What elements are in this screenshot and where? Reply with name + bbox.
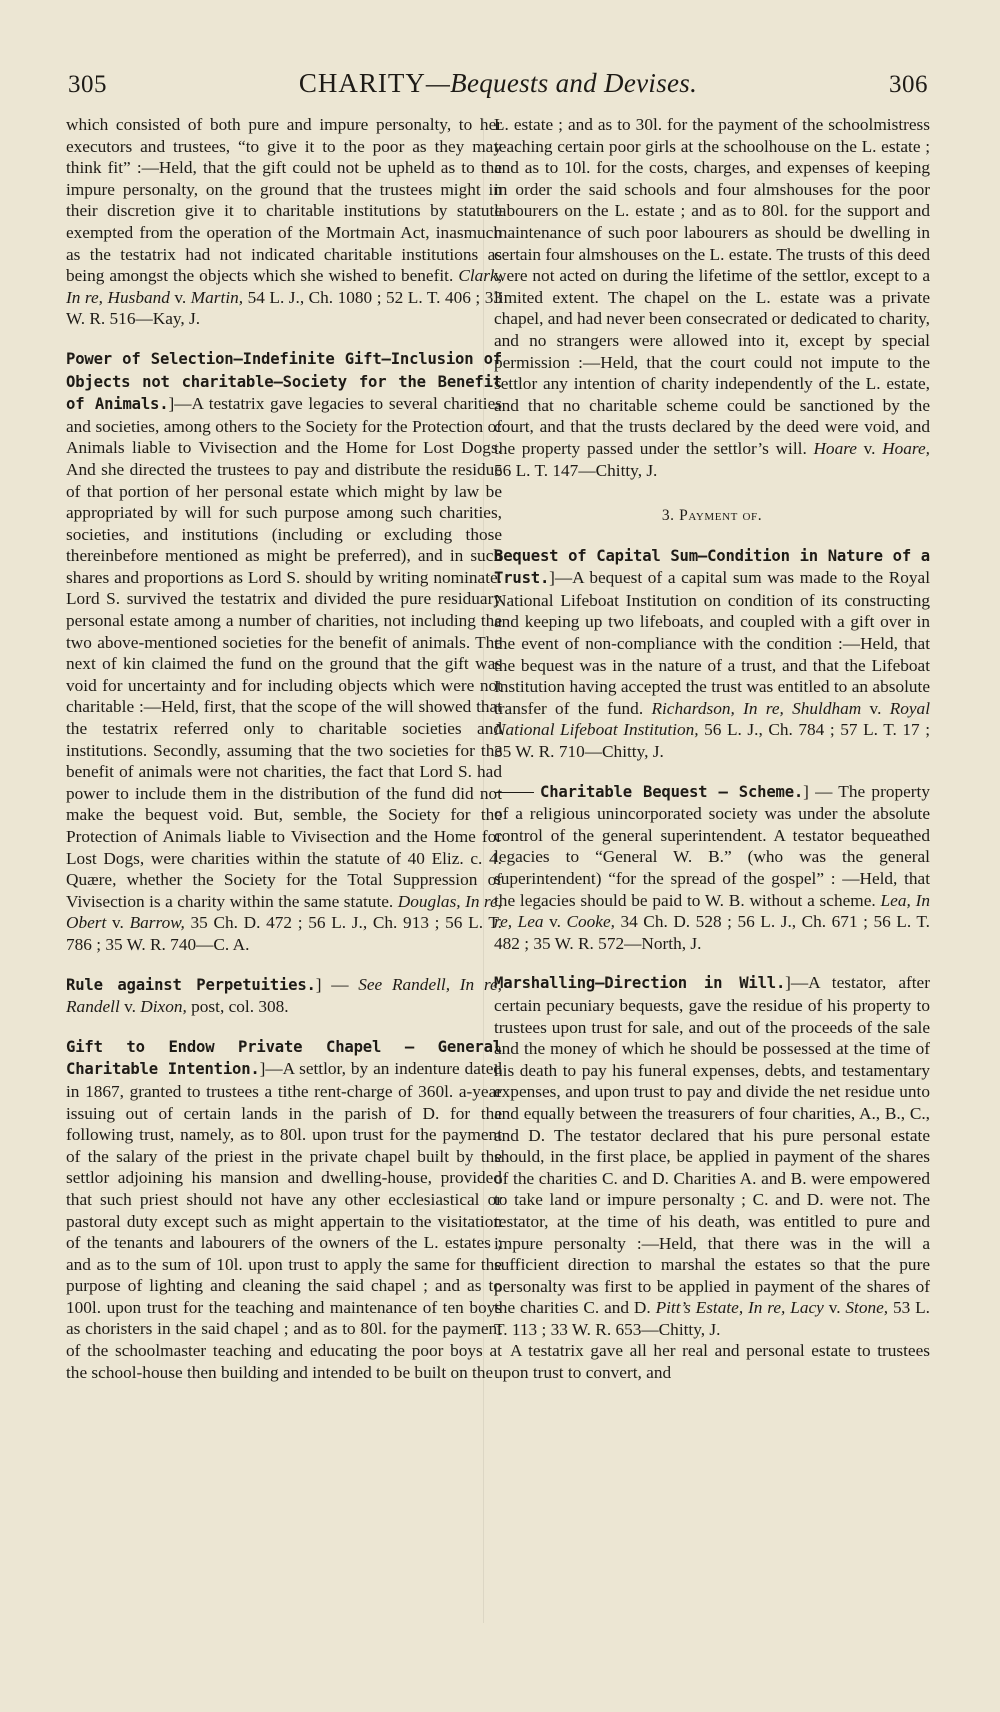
- cross-reference: See Randell, In re, Randell: [66, 974, 502, 1017]
- paragraph-marshalling: [494, 972, 930, 1340]
- paragraph-text: L. estate ; and as to 30l. for the payment of the schoolmistress teaching certain poor girls at the schoolhouse on the L. estate ; and as to 10l. for the costs, charges, and expenses of keeping in order the said schools and four almshouses for the poor labourers on the L. estate ; and as to 80l. for the support and maintenance of such poor labourers as should be dwelling in certain four almshouses on the L. estate. The trusts of this deed were not acted on during the lifetime of the settlor, except to a limited extent. The chapel on the L. estate was a private chapel, and had never been consecrated or dedicated to charity, and no strangers were allowed into it, except by special permission :—Held, that the court could not impute to the settlor any intention of charity independently of the L. estate, and that no charitable scheme could be sanctioned by the court, and that the trusts declared by the deed were void, and the property passed under the settlor’s will.: [494, 115, 930, 458]
- case-name: Barrow,: [129, 913, 185, 933]
- paragraph-text: ]—A bequest of a capital sum was made to the Royal National Lifeboat Institution on condition of its constructing and keeping up two lifeboats, and coupled with a gift over in the event of non-compliance with the condition :—Held, that the bequest was in the nature of a trust, and that the Lifeboat Institution having accepted the trust was entitled to an absolute transfer of the fund.: [494, 568, 930, 718]
- case-name: Hoare: [813, 438, 857, 458]
- paragraph-text: which consisted of both pure and impure personalty, to her executors and trustees, “to give it to the poor as they may think fit” :—Held, that the gift could not be upheld as to the impure personalty, on the ground that the trustees might in their discretion give it to charitable institutions by statute exempted from the operation of the Mortmain Act, inasmuch as the testatrix had not indicated charitable institutions as being amongst the objects which she wished to benefit.: [66, 115, 502, 286]
- versus: v.: [169, 287, 191, 307]
- cross-reference-location: post, col. 308.: [186, 997, 289, 1017]
- case-name: Dixon,: [140, 997, 187, 1017]
- paragraph-perpetuities: [66, 974, 502, 1018]
- case-name: Hoare,: [882, 438, 930, 458]
- versus: v.: [823, 1298, 846, 1318]
- paragraph-text: ]—A testatrix gave legacies to several charities and societies, among others to the Society for the Protection of Animals liable to Vivisection and the Home for Lost Dogs. And she directed the trustees to pay and distribute the residue of that portion of her personal estate which might by law be appropriated by will for such purpose among such charities, societies, and institutions (including or excluding those thereinbefore mentioned as might be preferred), and in such shares and proportions as Lord S. should by writing nominate. Lord S. survived the testatrix and divided the pure residuary personal estate among a number of charities, not including the two above-mentioned societies for the benefit of animals. The next of kin claimed the fund on the ground that the gift was void for uncertainty and for including objects which were not charitable :—Held, first, that the scope of the will showed that the testatrix referred only to charitable societies and institutions. Secondly, assuming that the two societies for the benefit of animals were not charities, the fact that Lord S. had power to include them in the distribution of the fund did not make the bequest void. But, semble, the Society for the Protection of Animals liable to Vivisection and the Home for Lost Dogs, were charities within the statute of 40 Eliz. c. 4. Quære, whether the Society for the Total Suppression of Vivisection is a charity within the same statute.: [66, 394, 502, 911]
- entry-heading: Gift to Endow Private Chapel — General Charitable Intention.: [66, 1037, 502, 1079]
- paragraph-hoare: [494, 114, 930, 481]
- citation: 56 L. T. 147—Chitty, J.: [494, 460, 658, 480]
- entry-heading: Power of Selection—Indefinite Gift—Inclusion of Objects not charitable—Society for the Benefit of Animals.: [66, 349, 502, 414]
- title-sub: —Bequests and Devises.: [425, 68, 698, 98]
- paragraph-richardson: [494, 545, 930, 763]
- right-page-number: 306: [889, 71, 928, 98]
- left-column: [66, 114, 502, 1383]
- versus: v.: [856, 438, 883, 458]
- section-heading: 3. Payment of.: [661, 507, 763, 525]
- case-name: Richardson, In re, Shuldham: [651, 698, 862, 718]
- citation: 56 L. J., Ch. 784 ; 57 L. T. 17 ; 35 W. R. 710—Chitty, J.: [494, 720, 930, 762]
- case-name: Clark, In re, Husband: [66, 266, 503, 307]
- case-name: Douglas, In re, Obert: [66, 891, 502, 933]
- paragraph-text: ]—A settlor, by an indenture dated in 1867, granted to trustees a tithe rent-charge of 360l. a-year issuing out of certain lands in the parish of D. for the following trust, namely, as to 80l. upon trust for the payment of the salary of the priest in the private chapel built by the settlor adjoining his mansion and dwelling-house, provided that such priest should not have any other ecclesiastical or pastoral duty except such as might appertain to the visitation of the tenants and labourers of the owners of the L. estates ; and as to the sum of 10l. upon trust to apply the same for the purpose of lighting and cleaning the said chapel ; and as to 100l. upon trust for the teaching and maintenance of ten boys as choristers in the said chapel ; and as to 80l. for the payment of the schoolmaster teaching and educating the poor boys at the school-house then building and intended to be built on the: [66, 1059, 503, 1382]
- case-name: Stone,: [845, 1298, 889, 1318]
- versus: v.: [861, 698, 890, 718]
- ditto-rule: [494, 792, 534, 793]
- right-column: [494, 114, 930, 1384]
- title-main: CHARITY: [298, 68, 426, 98]
- citation: 53 L. T. 113 ; 33 W. R. 653—Chitty, J.: [494, 1298, 931, 1339]
- paragraph-lea: [494, 781, 930, 955]
- entry-heading: Charitable Bequest — Scheme.: [540, 782, 804, 801]
- versus: v.: [119, 997, 141, 1017]
- case-name: Lea, In re, Lea: [494, 890, 930, 932]
- citation: 35 Ch. D. 472 ; 56 L. J., Ch. 913 ; 56 L. T. 786 ; 35 W. R. 740—C. A.: [66, 913, 502, 954]
- running-header: [68, 68, 928, 114]
- entry-heading: Bequest of Capital Sum—Condition in Nature of a Trust.: [494, 546, 930, 588]
- paragraph-text: ]—A testator, after certain pecuniary bequests, gave the residue of his property to trustees upon trust for sale, and out of the proceeds of the sale and the money of which he should be possessed at the time of his death to pay his funeral expenses, debts, and testamentary expenses, and upon trust to pay and divide the net residue unto and equally between the treasurers of four charities, A., B., C., and D. The testator declared that his pure personal estate should, in the first place, be applied in payment of the shares of the charities C. and D. Charities A. and B. were empowered to take land or impure personalty ; C. and D. were not. The testator, at the time of his death, was entitled to pure and impure personalty :—Held, that there was in the will a sufficient direction to marshal the estates so that the pure personalty was first to be applied in payment of the shares of the charities C. and D.: [494, 973, 930, 1318]
- paragraph-private-chapel: [66, 1036, 502, 1384]
- paragraph-text: ] —: [315, 974, 359, 994]
- paragraph-clark: [66, 114, 502, 330]
- case-name: Royal National Lifeboat Institution,: [494, 698, 930, 740]
- versus: v.: [543, 912, 567, 932]
- case-name: Martin,: [190, 287, 244, 307]
- case-name: Pitt’s Estate, In re, Lacy: [655, 1298, 824, 1318]
- versus: v.: [106, 913, 130, 933]
- entry-heading: Rule against Perpetuities.: [66, 975, 316, 994]
- paragraph-testatrix: A testatrix gave all her real and personal estate to trustees upon trust to convert, and: [494, 1341, 930, 1383]
- citation: 54 L. J., Ch. 1080 ; 52 L. T. 406 ; 33 W. R. 516—Kay, J.: [66, 287, 502, 329]
- paragraph-douglas: [66, 348, 502, 956]
- running-title: [299, 68, 697, 99]
- entry-heading: Marshalling—Direction in Will.: [494, 974, 786, 993]
- left-page-number: 305: [68, 71, 107, 98]
- case-name: Cooke,: [566, 912, 615, 932]
- paragraph-text: ] — The property of a religious unincorporated society was under the absolute control of the general superintendent. A testator bequeathed legacies to “General W. B.” (who was the general superintendent) “for the spread of the gospel” : —Held, that the legacies should be paid to W. B. without a scheme.: [494, 781, 930, 910]
- citation: 34 Ch. D. 528 ; 56 L. J., Ch. 671 ; 56 L. T. 482 ; 35 W. R. 572—North, J.: [494, 912, 930, 953]
